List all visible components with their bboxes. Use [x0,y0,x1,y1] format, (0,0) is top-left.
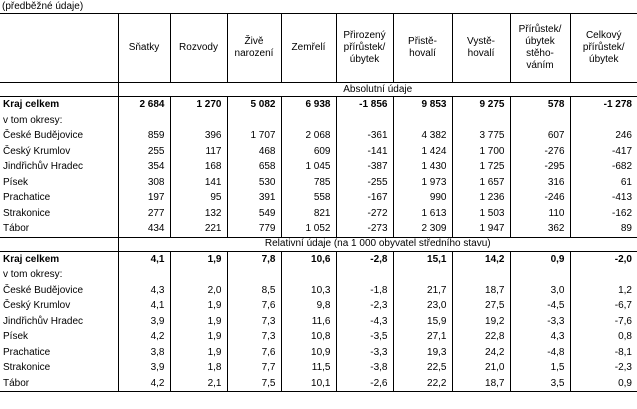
value-cell: 1 052 [281,221,336,237]
row-label: Jindřichův Hradec [3,315,84,327]
value-cell: 1 725 [452,159,510,175]
value-cell: 4,1 [118,251,170,267]
column-header: Vystě-hovalí [452,14,510,83]
subhead-row [0,267,637,283]
value-cell: 10,1 [281,376,336,392]
table-row [0,314,637,330]
value-cell: 396 [170,128,227,144]
table-row [0,128,637,144]
value-cell: 89 [570,221,637,237]
table-row [0,376,637,392]
empty-cell [118,267,170,283]
value-cell: 3,5 [510,376,570,392]
column-header: Přirozený přírůstek/ úbytek [336,14,393,83]
empty-cell [510,267,570,283]
value-cell: -8,1 [570,345,637,361]
section-header [0,237,637,251]
value-cell: -295 [510,159,570,175]
value-cell: 530 [227,175,281,191]
value-cell: -3,5 [336,329,393,345]
value-cell: 362 [510,221,570,237]
value-cell: -7,6 [570,314,637,330]
table-note: (předběžné údaje) [2,1,84,12]
table-row [0,190,637,206]
empty-cell [570,113,637,129]
value-cell: 3 775 [452,128,510,144]
column-header: Přírůstek/ úbytek stěho-váním [510,14,570,83]
value-cell: -387 [336,159,393,175]
value-cell: 19,2 [452,314,510,330]
value-cell: 277 [118,206,170,222]
value-cell: 10,3 [281,283,336,299]
value-cell: -141 [336,144,393,160]
table-body [0,83,637,392]
column-header: Rozvody [170,14,227,83]
value-cell: 1 045 [281,159,336,175]
row-label: Strakonice [3,207,51,219]
value-cell: 1 973 [393,175,452,191]
table-row [0,175,637,191]
value-cell: 607 [510,128,570,144]
value-cell: -273 [336,221,393,237]
empty-cell [170,267,227,283]
value-cell: 1 503 [452,206,510,222]
row-label: Český Krumlov [3,145,71,157]
value-cell: 168 [170,159,227,175]
value-cell: 0,9 [570,376,637,392]
value-cell: 11,5 [281,360,336,376]
table-row [0,159,637,175]
value-cell: 354 [118,159,170,175]
empty-cell [510,113,570,129]
value-cell: 1,8 [170,360,227,376]
value-cell: -413 [570,190,637,206]
value-cell: 221 [170,221,227,237]
value-cell: 609 [281,144,336,160]
empty-cell [281,113,336,129]
empty-cell [336,113,393,129]
value-cell: 1 430 [393,159,452,175]
value-cell: 18,7 [452,283,510,299]
value-cell: 95 [170,190,227,206]
value-cell: 821 [281,206,336,222]
value-cell: -682 [570,159,637,175]
row-label: Písek [3,176,29,188]
value-cell: -3,3 [336,345,393,361]
value-cell: 14,2 [452,251,510,267]
value-cell: 3,8 [118,345,170,361]
value-cell: 19,3 [393,345,452,361]
value-cell: 246 [570,128,637,144]
value-cell: 1,5 [510,360,570,376]
value-cell: 0,8 [570,329,637,345]
section-header-blank [0,237,118,251]
value-cell: 1,9 [170,251,227,267]
value-cell: 316 [510,175,570,191]
value-cell: -162 [570,206,637,222]
value-cell: 11,6 [281,314,336,330]
value-cell: 15,9 [393,314,452,330]
value-cell: 1 270 [170,97,227,113]
column-header: Sňatky [118,14,170,83]
empty-cell [118,113,170,129]
row-label: České Budějovice [3,130,84,142]
value-cell: 1,9 [170,329,227,345]
table-row [0,206,637,222]
value-cell: 255 [118,144,170,160]
statistics-table [0,13,637,392]
value-cell: 1,9 [170,345,227,361]
value-cell: -255 [336,175,393,191]
value-cell: 2 309 [393,221,452,237]
value-cell: 4,3 [510,329,570,345]
value-cell: 2 068 [281,128,336,144]
column-header: Přistě-hovalí [393,14,452,83]
value-cell: -1,8 [336,283,393,299]
value-cell: -417 [570,144,637,160]
empty-cell [281,267,336,283]
value-cell: -2,0 [570,251,637,267]
value-cell: 1,9 [170,314,227,330]
row-label: Český Krumlov [3,300,71,312]
value-cell: 1 947 [452,221,510,237]
value-cell: 5 082 [227,97,281,113]
value-cell: 132 [170,206,227,222]
value-cell: 141 [170,175,227,191]
value-cell: 4,1 [118,298,170,314]
section-title: Relativní údaje (na 1 000 obyvatel středního stavu) [118,237,637,251]
value-cell: 2,0 [170,283,227,299]
section-title: Absolutní údaje [118,83,637,97]
value-cell: 9 275 [452,97,510,113]
row-label: Písek [3,331,29,343]
row-label: Tábor [3,223,30,235]
table-row [0,345,637,361]
value-cell: 22,5 [393,360,452,376]
table-row [0,283,637,299]
value-cell: -2,3 [570,360,637,376]
value-cell: 8,5 [227,283,281,299]
value-cell: -361 [336,128,393,144]
value-cell: 0,9 [510,251,570,267]
section-header [0,83,637,97]
table-row [0,360,637,376]
value-cell: -6,7 [570,298,637,314]
value-cell: -4,8 [510,345,570,361]
value-cell: -4,5 [510,298,570,314]
value-cell: 10,9 [281,345,336,361]
value-cell: -1 856 [336,97,393,113]
value-cell: 21,7 [393,283,452,299]
row-label: Strakonice [3,362,51,374]
row-label: Kraj celkem [3,99,60,111]
value-cell: 468 [227,144,281,160]
row-label: Jindřichův Hradec [3,161,84,173]
value-cell: -2,6 [336,376,393,392]
empty-cell [570,267,637,283]
empty-cell [227,267,281,283]
value-cell: 990 [393,190,452,206]
value-cell: 4,2 [118,329,170,345]
value-cell: 3,9 [118,314,170,330]
value-cell: 10,8 [281,329,336,345]
table-row [0,221,637,237]
empty-cell [393,267,452,283]
value-cell: 6 938 [281,97,336,113]
value-cell: 23,0 [393,298,452,314]
value-cell: 4,2 [118,376,170,392]
row-label: České Budějovice [3,284,84,296]
column-header: Živě narození [227,14,281,83]
total-row [0,251,637,267]
value-cell: -1 278 [570,97,637,113]
value-cell: 7,7 [227,360,281,376]
value-cell: 7,6 [227,345,281,361]
value-cell: 558 [281,190,336,206]
value-cell: 10,6 [281,251,336,267]
value-cell: 658 [227,159,281,175]
value-cell: 7,3 [227,314,281,330]
table-row [0,144,637,160]
value-cell: 4,3 [118,283,170,299]
empty-cell [452,267,510,283]
column-header: Zemřelí [281,14,336,83]
value-cell: 1 657 [452,175,510,191]
value-cell: -2,8 [336,251,393,267]
value-cell: 434 [118,221,170,237]
section-header-blank [0,83,118,97]
value-cell: 27,1 [393,329,452,345]
subhead-row [0,113,637,129]
value-cell: 391 [227,190,281,206]
value-cell: 24,2 [452,345,510,361]
table-row [0,298,637,314]
row-label: Kraj celkem [3,253,60,265]
subhead-label: v tom okresy: [3,269,63,281]
value-cell: 3,9 [118,360,170,376]
value-cell: 7,6 [227,298,281,314]
value-cell: 7,8 [227,251,281,267]
value-cell: 7,3 [227,329,281,345]
value-cell: 21,0 [452,360,510,376]
value-cell: 7,5 [227,376,281,392]
table-row [0,329,637,345]
value-cell: 3,0 [510,283,570,299]
value-cell: -3,3 [510,314,570,330]
value-cell: -3,8 [336,360,393,376]
value-cell: 1 424 [393,144,452,160]
value-cell: 9 853 [393,97,452,113]
subhead-label: v tom okresy: [3,114,63,126]
value-cell: 1 707 [227,128,281,144]
row-label: Prachatice [3,346,51,358]
value-cell: 9,8 [281,298,336,314]
value-cell: 308 [118,175,170,191]
header-label-cell [0,14,118,83]
value-cell: -4,3 [336,314,393,330]
value-cell: 2,1 [170,376,227,392]
row-label: Tábor [0,376,118,392]
value-cell: 2 684 [118,97,170,113]
value-cell: 1 236 [452,190,510,206]
empty-cell [227,113,281,129]
value-cell: 15,1 [393,251,452,267]
value-cell: -167 [336,190,393,206]
value-cell: 1 700 [452,144,510,160]
value-cell: 1,2 [570,283,637,299]
value-cell: 785 [281,175,336,191]
value-cell: 197 [118,190,170,206]
column-header: Celkový přírůstek/ úbytek [570,14,637,83]
value-cell: 578 [510,97,570,113]
row-label: Prachatice [3,192,51,204]
value-cell: 18,7 [452,376,510,392]
empty-cell [170,113,227,129]
empty-cell [336,267,393,283]
value-cell: 859 [118,128,170,144]
value-cell: -276 [510,144,570,160]
value-cell: 27,5 [452,298,510,314]
value-cell: 61 [570,175,637,191]
value-cell: 1,9 [170,298,227,314]
value-cell: -246 [510,190,570,206]
total-row [0,97,637,113]
value-cell: 22,8 [452,329,510,345]
value-cell: 22,2 [393,376,452,392]
value-cell: 549 [227,206,281,222]
value-cell: 1 613 [393,206,452,222]
value-cell: -272 [336,206,393,222]
value-cell: 117 [170,144,227,160]
value-cell: 779 [227,221,281,237]
value-cell: 110 [510,206,570,222]
value-cell: -2,3 [336,298,393,314]
empty-cell [393,113,452,129]
empty-cell [452,113,510,129]
value-cell: 4 382 [393,128,452,144]
header-row [0,14,637,83]
